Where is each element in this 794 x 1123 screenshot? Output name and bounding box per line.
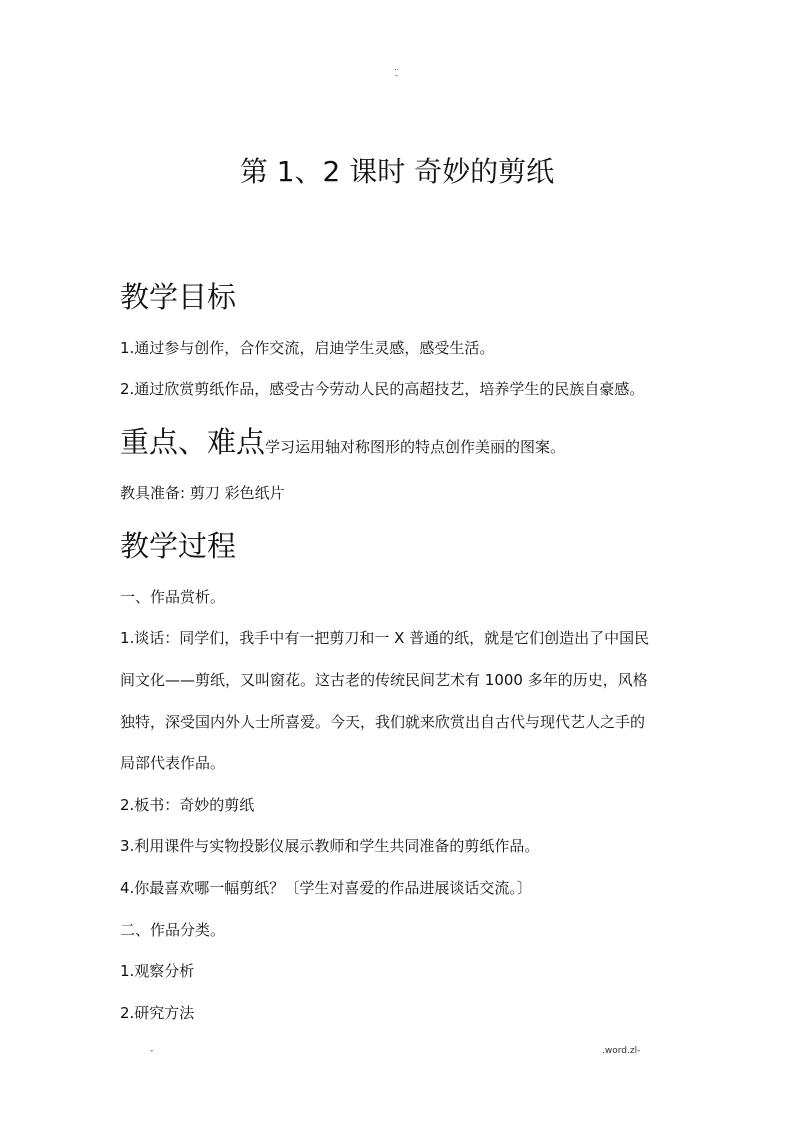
section-1-heading: 一、作品赏析。: [120, 588, 226, 606]
document-title: 第 1、2 课时 奇妙的剪纸: [239, 155, 555, 188]
process-item-2: 2.板书：奇妙的剪纸: [120, 796, 255, 814]
materials-line: 教具准备: 剪刀 彩色纸片: [120, 484, 285, 502]
footer-right-mark: .word.zl-: [602, 1046, 641, 1056]
process-heading: 教学过程: [120, 529, 237, 563]
key-points-heading: 重点、难点: [120, 425, 266, 459]
talk-line-1: 1.谈话：同学们，我手中有一把剪刀和一 X 普通的纸，就是它们创造出了中国民: [120, 629, 650, 647]
objective-item-2: 2.通过欣赏剪纸作品，感受古今劳动人民的高超技艺，培养学生的民族自豪感。: [120, 380, 645, 398]
talk-line-2: 间文化——剪纸，又叫窗花。这古老的传统民间艺术有 1000 多年的历史，风格: [120, 671, 648, 689]
section-2-sub-2: 2.研究方法: [120, 1004, 195, 1022]
footer-left-mark: -: [150, 1046, 154, 1056]
header-mark-dash: -: [395, 71, 398, 80]
section-2-sub-1: 1.观察分析: [120, 962, 195, 980]
section-2-heading: 二、作品分类。: [120, 921, 226, 939]
talk-line-3: 独特，深受国内外人士所喜爱。今天，我们就来欣赏出自古代与现代艺人之手的: [120, 713, 646, 731]
objective-item-1: 1.通过参与创作，合作交流，启迪学生灵感，感受生活。: [120, 339, 495, 357]
key-points-text: 学习运用轴对称图形的特点创作美丽的图案。: [265, 438, 566, 456]
header-mark: [394, 64, 399, 80]
process-item-3: 3.利用课件与实物投影仪展示教师和学生共同准备的剪纸作品。: [120, 837, 540, 855]
header-mark-dots: ..: [394, 63, 400, 72]
objectives-heading: 教学目标: [120, 280, 237, 314]
key-points-line: [120, 424, 565, 460]
process-item-4: 4.你最喜欢哪一幅剪纸？〔学生对喜爱的作品进展谈话交流。〕: [120, 879, 532, 897]
talk-line-4: 局部代表作品。: [120, 754, 226, 772]
